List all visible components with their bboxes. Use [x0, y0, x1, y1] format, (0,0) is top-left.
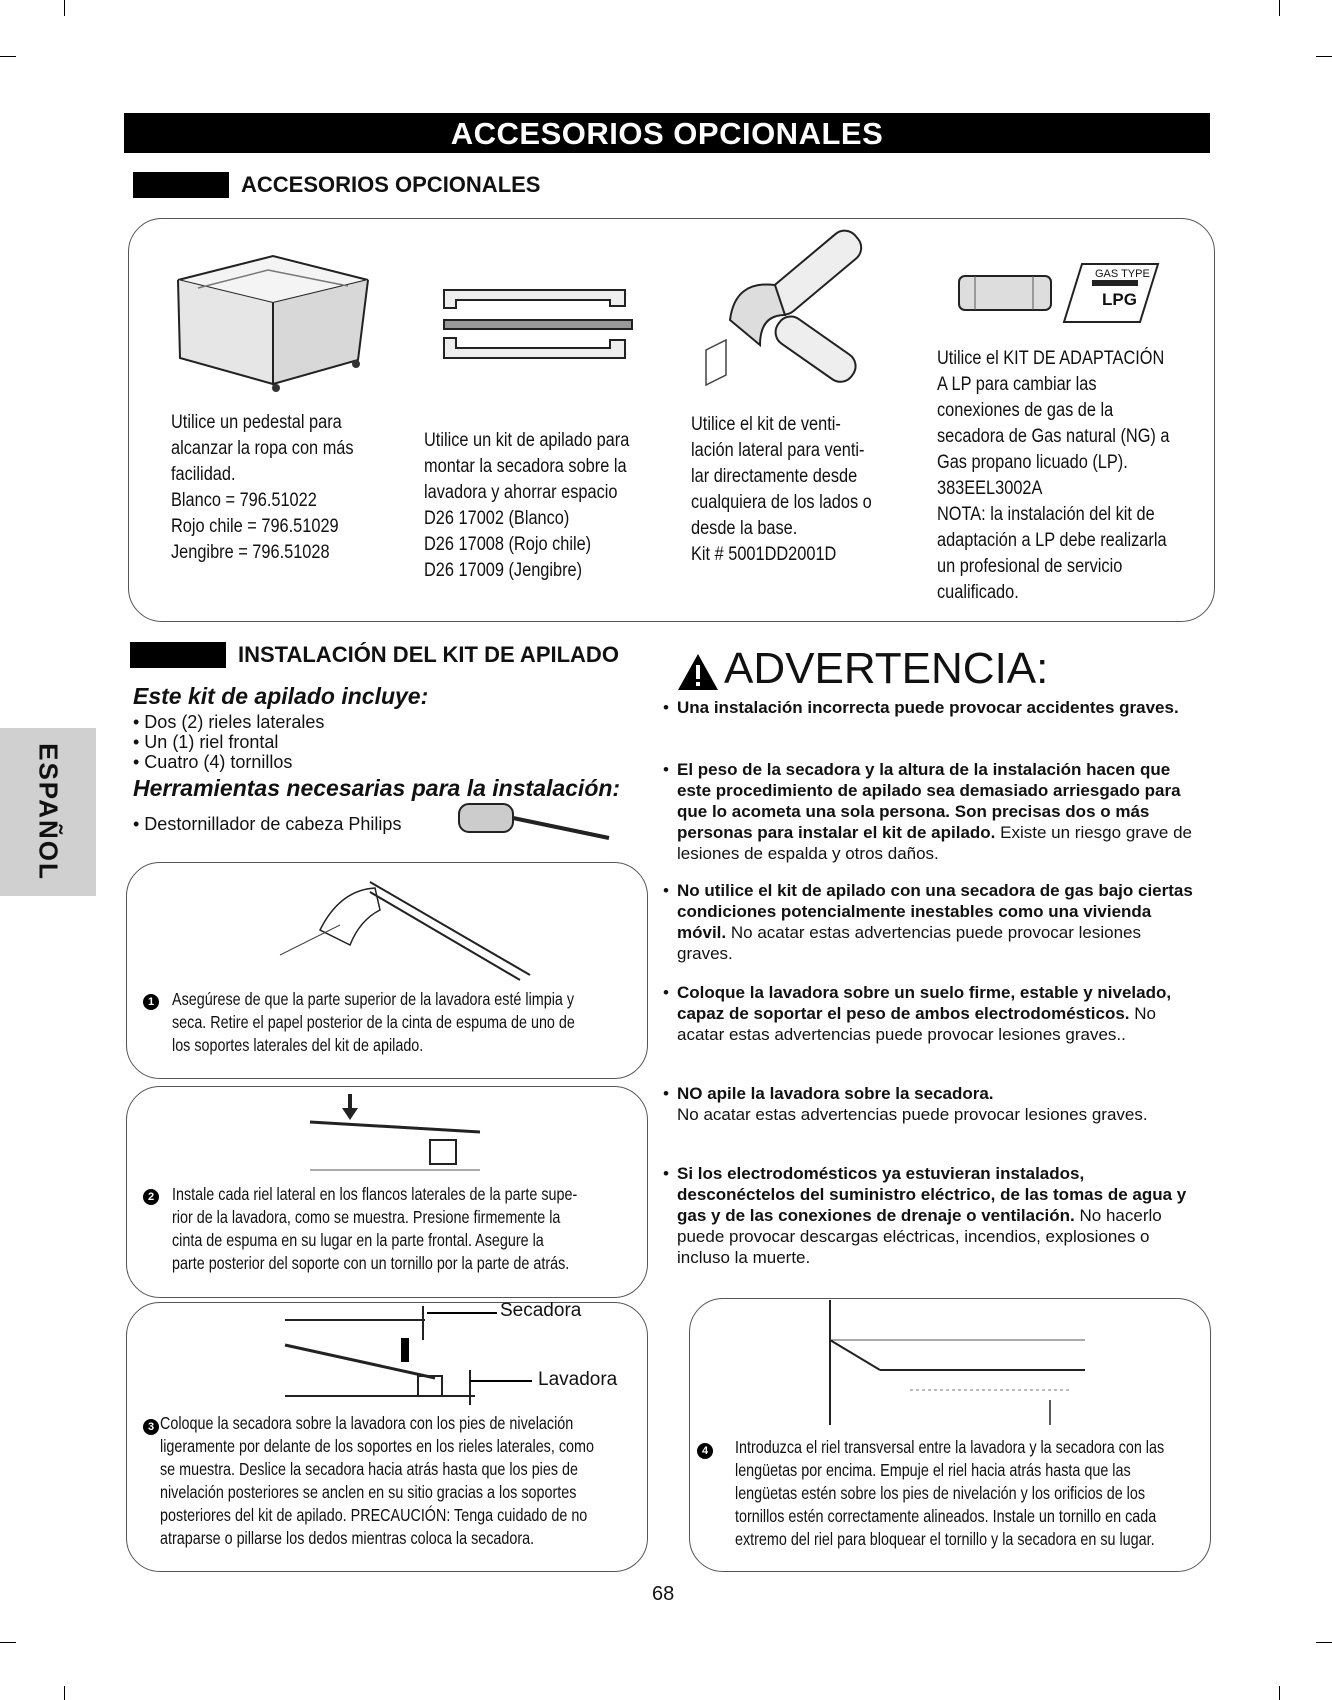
- stacking-kit-description: Utilice un kit de apilado para montar la secadora sobre la lavadora y ahorrar espacio D26 17002 (Blanco) D26 17008 (Rojo chile) D26 17009 (Jengibre): [424, 430, 630, 581]
- accessories-heading: [133, 172, 540, 198]
- kit-includes-title: Este kit de apilado incluye:: [133, 683, 429, 709]
- washer-leader-line: [470, 1380, 532, 1382]
- washer-label: Lavadora: [538, 1369, 618, 1390]
- tools-title: Herramientas necesarias para la instalación:: [133, 775, 621, 801]
- page-number: 68: [652, 1583, 675, 1605]
- lp-fitting-illustration: [955, 268, 1055, 318]
- gas-type-value: LPG: [1102, 290, 1137, 309]
- warning-triangle-icon: [676, 652, 720, 692]
- stacking-rails-illustration: [440, 286, 640, 361]
- dryer-leader-line: [427, 1312, 497, 1314]
- language-side-tab: [0, 728, 96, 896]
- tools-list: [133, 814, 401, 834]
- warning-item: • Coloque la lavadora sobre un suelo firme, estable y nivelado, capaz de soportar el peso de ambos electrodomésticos. No acatar estas advertencias puede provocar lesiones graves..: [663, 983, 1172, 1044]
- list-item: • Un (1) riel frontal: [133, 732, 279, 752]
- step-3-number: 3: [143, 1419, 159, 1435]
- heading-marker: [133, 172, 229, 198]
- crop-mark: [1279, 0, 1280, 16]
- warning-item: • El peso de la secadora y la altura de la instalación hacen que este procedimiento de apilado sea demasiado arriesgado para que lo acometa una sola persona. Son precisas dos o más personas para instalar el kit de apilado. Existe un riesgo grave de lesiones de espalda y otros daños.: [663, 760, 1192, 863]
- crop-mark: [1316, 1642, 1332, 1643]
- step-1-text: Asegúrese de que la parte superior de la lavadora esté limpia y seca. Retire el papel posterior de la cinta de espuma de uno de los soportes laterales del kit de apilado.: [172, 989, 575, 1055]
- crop-mark: [0, 1642, 16, 1643]
- gas-tag-stripe: [1092, 280, 1138, 286]
- list-item: • Destornillador de cabeza Philips: [133, 814, 402, 834]
- step-4-illustration: [820, 1300, 1090, 1430]
- install-heading: [130, 642, 619, 668]
- install-heading-text: INSTALACIÓN DEL KIT DE APILADO: [238, 642, 619, 667]
- crop-mark: [1279, 1686, 1280, 1700]
- step-2-text: Instale cada riel lateral en los flancos laterales de la parte supe- rior de la lavadora, como se muestra. Presione firmemente la cinta de espuma en su lugar en la parte frontal. Asegure la parte posterior del soporte con un tornillo por la parte de atrás.: [172, 1184, 578, 1273]
- crop-mark: [0, 56, 16, 57]
- pedestal-illustration: [168, 248, 378, 393]
- step-1-number: 1: [143, 994, 159, 1010]
- page-banner: ACCESORIOS OPCIONALES: [124, 113, 1210, 153]
- pedestal-description: Utilice un pedestal para alcanzar la ropa con más facilidad. Blanco = 796.51022 Rojo chile = 796.51029 Jengibre = 796.51028: [171, 412, 354, 563]
- step-4-text: Introduzca el riel transversal entre la lavadora y la secadora con las lengüetas por encima. Empuje el riel hacia atrás hasta que las lengüetas estén sobre los pies de nivelación y los orificios de los tornillos estén correctamente alineados. Instale un tornillo en cada extremo del riel para bloquear el tornillo y la secadora en su lugar.: [735, 1437, 1165, 1549]
- gas-type-label: GAS TYPE: [1095, 268, 1150, 280]
- list-item: • Cuatro (4) tornillos: [133, 752, 293, 772]
- warning-item: • Si los electrodomésticos ya estuvieran instalados, desconéctelos del suministro eléctrico, de las tomas de agua y gas y de las conexiones de drenaje o ventilación. No hacerlo puede provocar descargas eléctricas, incendios, explosiones o incluso la muerte.: [663, 1164, 1187, 1267]
- kit-includes-list: [133, 712, 324, 772]
- side-vent-description: Utilice el kit de venti- lación lateral para venti- lar directamente desde cualquiera de los lados o desde la base. Kit # 5001DD2001D: [691, 414, 872, 565]
- step-3-illustration: [275, 1300, 505, 1410]
- screwdriver-illustration: [455, 796, 615, 848]
- side-vent-kit-illustration: [690, 240, 890, 390]
- list-item: • Dos (2) rieles laterales: [133, 712, 325, 732]
- warning-title: ADVERTENCIA:: [724, 644, 1049, 693]
- side-tab-label: ESPAÑOL: [33, 743, 64, 881]
- crop-mark: [1316, 56, 1332, 57]
- step-3-text: Coloque la secadora sobre la lavadora con los pies de nivelación ligeramente por delante de los soportes en los rieles laterales, como se muestra. Deslice la secadora hacia atrás hasta que los pies de nivelación posteriores se anclen en su sitio gracias a los soportes posteriores del kit de apilado. PRECAUCIÓN: Tenga cuidado de no atraparse o pillarse los dedos mientras coloca la secadora.: [160, 1413, 594, 1548]
- crop-mark: [64, 1686, 65, 1700]
- step-2-number: 2: [143, 1189, 159, 1205]
- step-4-number: 4: [697, 1443, 713, 1459]
- step-2-illustration: [300, 1090, 520, 1180]
- warning-item: • No utilice el kit de apilado con una secadora de gas bajo ciertas condiciones potencialmente inestables como una vivienda móvil. No acatar estas advertencias puede provocar lesiones graves.: [663, 881, 1193, 963]
- lp-kit-description: Utilice el KIT DE ADAPTACIÓN A LP para cambiar las conexiones de gas de la secadora de Gas natural (NG) a Gas propano licuado (LP). 383EEL3002A NOTA: la instalación del kit de adaptación a LP debe realizarla un profesional de servicio cualificado.: [937, 348, 1170, 603]
- dryer-label: Secadora: [500, 1300, 582, 1321]
- step-1-illustration: [280, 870, 540, 980]
- warning-item: • Una instalación incorrecta puede provocar accidentes graves.: [663, 698, 1179, 717]
- heading-marker: [130, 642, 226, 668]
- warning-item: • NO apile la lavadora sobre la secadora. No acatar estas advertencias puede provocar lesiones graves.: [663, 1084, 1148, 1124]
- accessories-heading-text: ACCESORIOS OPCIONALES: [241, 172, 541, 197]
- crop-mark: [64, 0, 65, 16]
